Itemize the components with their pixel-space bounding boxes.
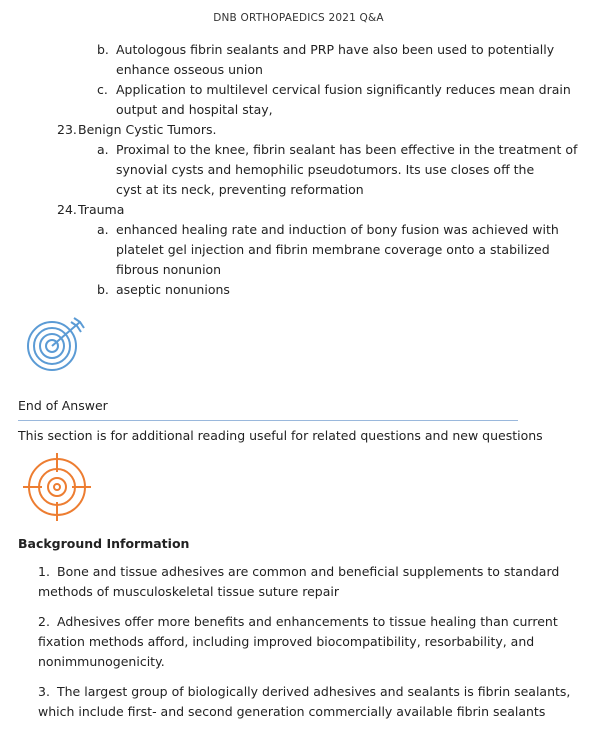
text-line: fibrous nonunion bbox=[116, 262, 222, 277]
list-marker: b. bbox=[97, 42, 109, 57]
text-line: Adhesives offer more benefits and enhancements to tissue healing than current bbox=[57, 614, 558, 629]
text-line: Autologous fibrin sealants and PRP have also been used to potentially bbox=[116, 42, 555, 57]
text-line: enhance osseous union bbox=[116, 62, 263, 77]
text-line: enhanced healing rate and induction of bony fusion was achieved with bbox=[116, 222, 559, 237]
text-line: which include first- and second generation commercially available fibrin sealants bbox=[38, 704, 546, 719]
crosshair-icon bbox=[22, 452, 92, 526]
text-line: platelet gel injection and fibrin membrane coverage onto a stabilized bbox=[116, 242, 550, 257]
list-marker: 3. bbox=[38, 684, 50, 699]
text-line: Proximal to the knee, fibrin sealant has been effective in the treatment of bbox=[116, 142, 578, 157]
target-icon bbox=[22, 314, 92, 378]
text-line: The largest group of biologically derived adhesives and sealants is fibrin sealants, bbox=[57, 684, 571, 699]
additional-reading-note: This section is for additional reading useful for related questions and new questions bbox=[18, 428, 543, 443]
list-marker: 24. bbox=[57, 202, 77, 217]
end-of-answer-label: End of Answer bbox=[18, 398, 108, 413]
list-marker: a. bbox=[97, 222, 109, 237]
text-line: nonimmunogenicity. bbox=[38, 654, 165, 669]
list-marker: a. bbox=[97, 142, 109, 157]
text-line: synovial cysts and hemophilic pseudotumors. Its use closes off the bbox=[116, 162, 535, 177]
text-line: Bone and tissue adhesives are common and beneficial supplements to standard bbox=[57, 564, 560, 579]
text-line: aseptic nonunions bbox=[116, 282, 230, 297]
text-line: output and hospital stay, bbox=[116, 102, 273, 117]
text-line: Application to multilevel cervical fusion significantly reduces mean drain bbox=[116, 82, 571, 97]
list-marker: c. bbox=[97, 82, 108, 97]
list-marker: 1. bbox=[38, 564, 50, 579]
section-heading: Background Information bbox=[18, 536, 190, 551]
list-item-title: Benign Cystic Tumors. bbox=[78, 122, 217, 137]
page-header: DNB ORTHOPAEDICS 2021 Q&A bbox=[213, 12, 384, 24]
list-marker: 2. bbox=[38, 614, 50, 629]
text-line: methods of musculoskeletal tissue suture repair bbox=[38, 584, 340, 599]
list-marker: 23. bbox=[57, 122, 77, 137]
text-line: fixation methods afford, including improved biocompatibility, resorbability, and bbox=[38, 634, 535, 649]
section-divider bbox=[18, 420, 518, 421]
list-marker: b. bbox=[97, 282, 109, 297]
text-line: cyst at its neck, preventing reformation bbox=[116, 182, 364, 197]
list-item-title: Trauma bbox=[78, 202, 125, 217]
